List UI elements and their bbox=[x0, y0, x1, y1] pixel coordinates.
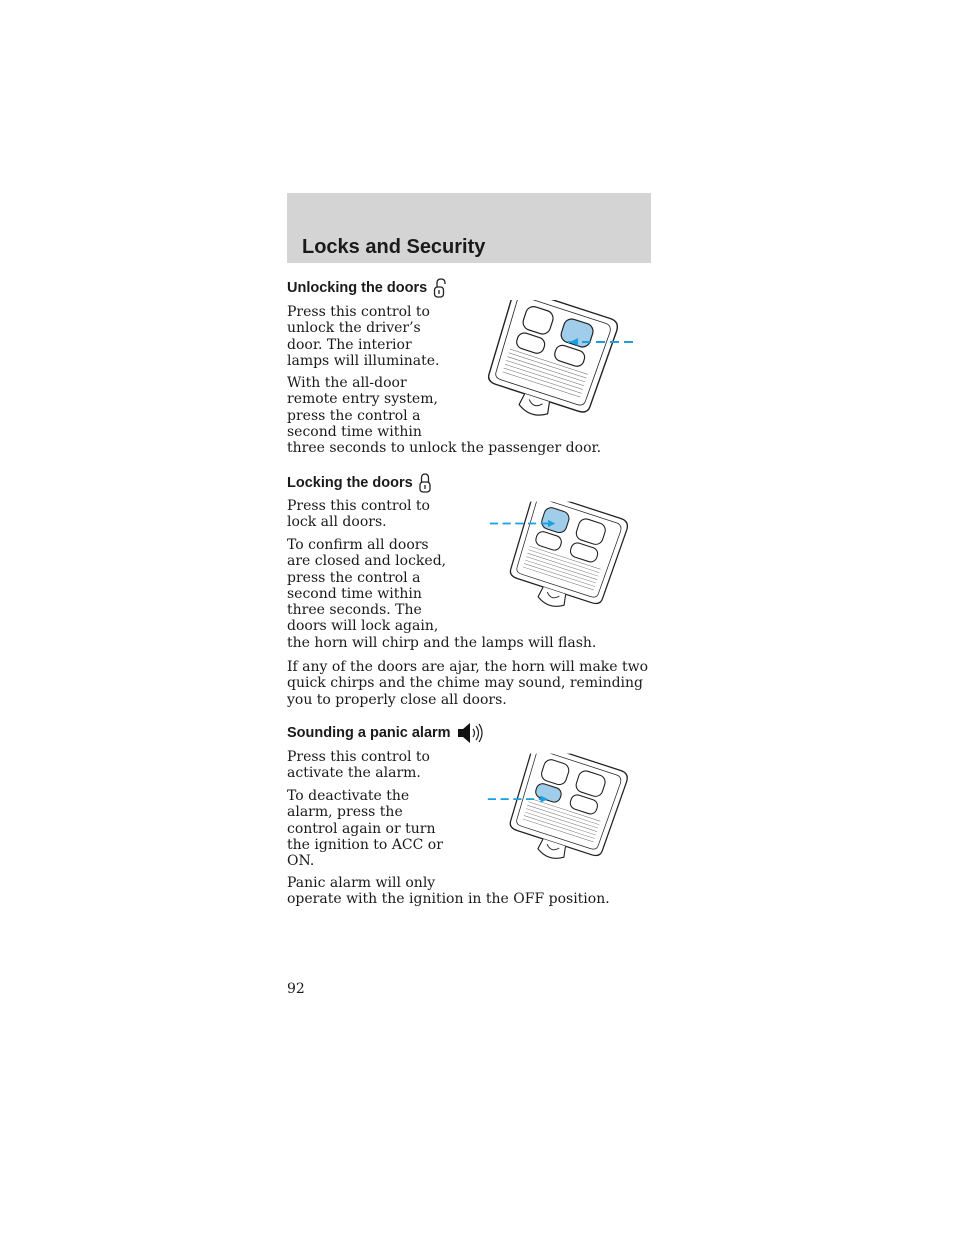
remote-fob-unlock-illustration bbox=[476, 300, 641, 425]
lock-paragraph-2: To confirm all doors are closed and locked, press the control a second time within three seconds. The doors will lock again, the horn will chirp and the lamps will flash. bbox=[287, 537, 597, 651]
lock-heading: Locking the doors bbox=[287, 473, 431, 493]
horn-icon bbox=[457, 722, 483, 744]
lock-paragraph-3: If any of the doors are ajar, the horn will make two quick chirps and the chime may sound, reminding you to properly close all doors. bbox=[287, 659, 649, 708]
unlock-paragraph-2: With the all-door remote entry system, press the control a second time within three seconds to unlock the passenger door. bbox=[287, 375, 602, 457]
remote-fob-panic-illustration bbox=[486, 748, 636, 873]
panic-paragraph-2: To deactivate the alarm, press the control again or turn the ignition to ACC or ON. bbox=[287, 788, 443, 870]
lock-paragraph-1: Press this control to lock all doors. bbox=[287, 498, 430, 531]
panic-paragraph-1: Press this control to activate the alarm. bbox=[287, 749, 430, 782]
page-title: Locks and Security bbox=[302, 236, 486, 258]
page-number: 92 bbox=[287, 981, 305, 997]
unlock-icon bbox=[433, 278, 447, 298]
panic-paragraph-3: Panic alarm will only operate with the ignition in the OFF position. bbox=[287, 875, 610, 908]
lock-icon bbox=[419, 473, 431, 493]
panic-heading: Sounding a panic alarm bbox=[287, 722, 483, 744]
unlock-heading: Unlocking the doors bbox=[287, 278, 447, 298]
section-header bbox=[287, 193, 651, 263]
unlock-paragraph-1: Press this control to unlock the driver’s door. The interior lamps will illuminate. bbox=[287, 304, 440, 369]
remote-fob-lock-illustration bbox=[488, 496, 638, 621]
